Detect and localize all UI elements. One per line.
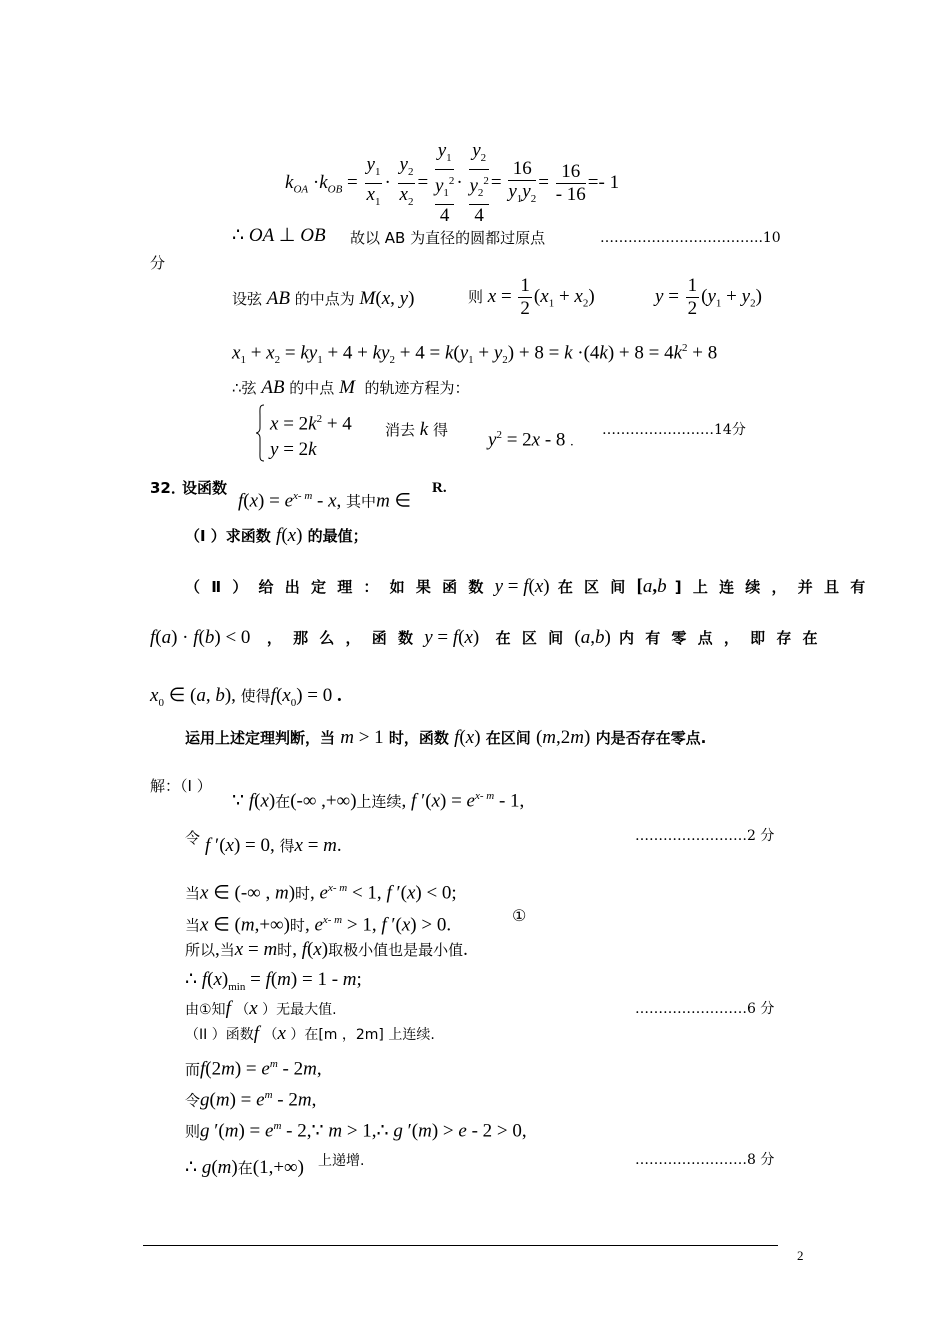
part-one: （I ）求函数 f(x) 的最值； [185,525,368,546]
part-two-line-3: $x_0$ ∈ (a, b), 使得$f(x_0) = 0$ . [150,685,342,709]
solution-line-2: f ′(x) = 0, 得x = m. [205,835,342,856]
midpoint-definition: 设弦 AB 的中点为 M(x, y) [232,288,415,309]
solution-line-9: 而$f(2m) = e^m - 2m$, [185,1058,322,1080]
system-equation-1: $x = 2k^2 + 4$ [270,413,352,435]
part-two-question: 运用上述定理判断，当 m > 1 时，函数 f(x) 在区间 (m,2m) 内是否存在零点. [185,727,707,748]
eliminate-k-text: 消去 k 得 [385,419,448,440]
solution-line-12: ∴ g(m)在(1,+∞) [185,1157,304,1178]
midpoint-y-formula: y = $\frac{1}{2}$ $(y_1 + y_2)$ [655,275,762,319]
system-brace [255,404,265,462]
solution-line-10: 令$g(m) = e^m - 2m$, [185,1089,317,1111]
part-two-line-1: （ Ⅱ ） 给 出 定 理 ： 如 果 函 数 y = f(x) 在 区 间 [a,b ] 上 连 续 ， 并 且 有 [185,576,869,597]
midpoint-x-formula: 则 x = $\frac{1}{2}$ $(x_1 + x_2)$ [468,275,595,319]
score-10-unit: 分 [150,254,166,272]
solution-line-12-tail: 上递增. [318,1153,365,1169]
question-function: $f(x) = e^{x- m} - x$, 其中m ∈ [238,490,412,512]
solution-line-11: 则g $'(m) = e^m$ - 2,∵ m > 1,∴ g ′(m) > e - 2 > 0, [185,1120,527,1142]
slope-product-equation: $k_{OA} \cdot k_{OB}$ = $\frac{y_1}{x_1}$ · $\frac{y_2}{x_2}$ = $y_1$ $y_1^2$ 4 · $y_2$ $y_2^2$ 4 = $\frac{16}{y_1y_2}$ = $\frac{16}{- 16}$ =- 1 [285,140,620,226]
system-equation-2: y = 2k [270,439,317,460]
solution-line-1: ∵ f(x)在(-∞ ,+∞)上连续, f $'(x) = e^{x- m} - 1$, [232,790,525,812]
perpendicular-conclusion: ∴ OA ⊥ OB [232,225,326,246]
locus-equation: $y^2 = 2x - 8$ . [488,429,574,451]
part-two-line-2: f(a) · f(b) < 0 ， 那 么 ， 函 数 y = f(x) 在 区 间 (a,b) 内 有 零 点 ， 即 存 在 [150,627,821,648]
solution-line-3: 当x ∈ (-∞ , m)时, $e^{x- m} < 1$, f ′(x) < 0; [185,882,457,904]
score-8: ……………………8 分 [635,1152,775,1168]
circled-one-marker: ① [512,906,527,925]
question-real-set: R. [432,480,447,496]
circle-origin-text: 故以 AB 为直径的圆都过原点 [350,229,546,247]
score-14: ……………………14分 [602,422,746,438]
solution-line-8: （II ）函数f （x ）在[m ，2m] 上连续. [185,1023,435,1044]
locus-intro: ∴弦 AB 的中点 M 的轨迹方程为： [232,377,470,398]
solution-line-7: 由①知f （x ）无最大值. [185,998,337,1019]
page-number: 2 [797,1248,804,1263]
solution-line-6: ∴ $f(x)_{min} = f(m) = 1 - m$; [185,969,362,993]
question-number: 32． [150,479,186,497]
question-stem: 设函数 [182,479,228,497]
solution-label: 解：（I ） [150,777,212,795]
score-10-dots: ……………………………..10 [600,230,781,246]
score-6: ……………………6 分 [635,1001,775,1017]
score-2: ……………………2 分 [635,828,775,844]
sum-of-x-equation: $x_1 + x_2 = ky_1 + 4 + ky_2 + 4 = k(y_1 + y_2) + 8 = k \cdot(4k) + 8 = 4k^2 + 8$ [232,342,718,367]
solution-ling: 令 [185,829,201,847]
solution-line-5: 所以,当x = m时, f(x)取极小值也是最小值. [185,939,468,960]
footer-rule [143,1245,778,1246]
solution-line-4: 当x ∈ (m,+∞)时, $e^{x- m} > 1$, f ′(x) > 0. [185,914,452,936]
